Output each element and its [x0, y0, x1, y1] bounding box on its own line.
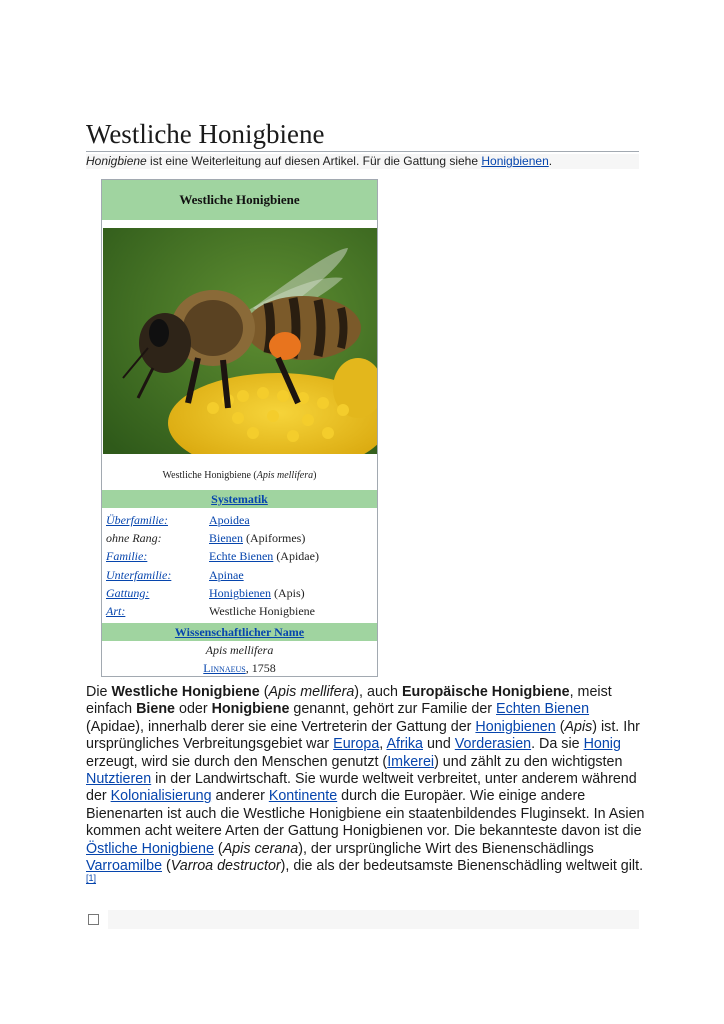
link-vorderasien[interactable]: Vorderasien [454, 736, 532, 753]
text: oder [175, 701, 212, 718]
taxo-row [106, 529, 376, 547]
caption-italic: Apis mellifera [256, 470, 314, 481]
text: ), auch [354, 684, 402, 700]
text: ), der ursprüngliche Wirt des Bienenschädlings [298, 840, 594, 857]
taxo-value-link[interactable]: Apinae [209, 568, 244, 582]
checkbox[interactable] [88, 914, 99, 925]
text: ( [213, 840, 223, 857]
link-nutztieren[interactable]: Nutztieren [86, 771, 152, 788]
text: (Apidae), innerhalb derer sie eine Vertreterin der Gattung der [86, 718, 476, 735]
text: durch die Europäer. Wie einige andere Bienenarten ist auch die Westliche Honigbiene ein staatenbildendes Fluginsekt. In Asien kommen acht weitere Arten der Gattung Honigbienen vor. Die bekannteste davon ist die [86, 788, 645, 840]
page-title: Westliche Honigbiene [86, 119, 325, 149]
article-intro [86, 684, 646, 893]
taxo-row [106, 602, 376, 620]
scientific-name: Apis mellifera [205, 643, 274, 657]
link-honig[interactable]: Honig [583, 736, 621, 753]
systematik-header [102, 490, 377, 508]
text: Die [86, 684, 112, 700]
text: in der Landwirtschaft. Sie wurde weltweit verbreitet, unter anderem während der [86, 771, 637, 805]
link-echte-bienen[interactable]: Echten Bienen [496, 701, 590, 718]
taxobox-header: Westliche Honigbiene [102, 180, 377, 220]
text: erzeugt, wird sie durch den Menschen genutzt ( [86, 753, 388, 770]
taxo-rank-link[interactable]: Familie: [106, 549, 148, 563]
taxo-extra: (Apiformes) [243, 531, 306, 545]
text: . Da sie [531, 736, 584, 753]
photo-caption [102, 470, 377, 481]
title-divider [86, 151, 639, 152]
text: ( [162, 858, 171, 875]
taxo-row [106, 566, 376, 584]
author-line [102, 661, 377, 676]
text: , [379, 736, 387, 753]
taxo-value: Westliche Honigbiene [209, 604, 316, 618]
taxo-rank-link[interactable]: Überfamilie: [106, 513, 168, 527]
caption-end: ) [313, 470, 317, 481]
taxo-value-link[interactable]: Echte Bienen [209, 549, 274, 563]
bee-photo-illustration [103, 228, 377, 454]
bold-term: Biene [136, 701, 176, 718]
link-varroamilbe[interactable]: Varroamilbe [86, 858, 163, 875]
link-afrika[interactable]: Afrika [386, 736, 423, 753]
text: , meist einfach [86, 684, 612, 718]
text: ( [259, 684, 269, 700]
text: ) ist. Ihr ursprüngliches Verbreitungsgebiet war [86, 718, 640, 753]
text: anderer [211, 788, 269, 805]
taxo-value-link[interactable]: Apoidea [209, 513, 250, 527]
taxo-value-link[interactable]: Bienen [209, 531, 243, 545]
italic-term: Varroa destructor [170, 858, 281, 875]
intro-paragraph [86, 684, 646, 893]
text: ) und zählt zu den wichtigsten [434, 753, 623, 770]
hatnote-end: . [548, 154, 553, 168]
taxobox [101, 179, 378, 677]
link-oestliche-honigbiene[interactable]: Östliche Honigbiene [86, 840, 214, 857]
bold-term: Honigbiene [211, 701, 290, 718]
scientific-name-header [102, 623, 377, 641]
bold-term: Westliche Honigbiene [111, 684, 260, 700]
taxo-row [106, 584, 376, 602]
link-europa[interactable]: Europa [333, 736, 380, 753]
taxo-value-link[interactable]: Honigbienen [209, 586, 271, 600]
reference-1[interactable]: [1] [86, 873, 97, 884]
italic-term: Apis mellifera [268, 684, 355, 700]
systematik-link[interactable]: Systematik [211, 492, 268, 506]
text: und [422, 736, 455, 753]
link-kolonialisierung[interactable]: Kolonialisierung [110, 788, 212, 805]
text: ), die als der bedeutsamste Bienenschädling weltweit gilt. [280, 858, 644, 875]
collapsed-section-bar[interactable] [108, 910, 639, 929]
scientific-name-link[interactable]: Wissenschaftlicher Name [174, 625, 305, 639]
text: ( [555, 718, 565, 735]
link-honigbienen[interactable]: Honigbienen [475, 718, 556, 735]
taxo-extra: (Apidae) [273, 549, 319, 563]
hatnote-italic: Honigbiene [86, 154, 147, 168]
hatnote-text: ist eine Weiterleitung auf diesen Artikel. Für die Gattung siehe [146, 154, 482, 168]
taxo-rank-link[interactable]: Art: [106, 604, 126, 618]
taxo-extra: (Apis) [271, 586, 305, 600]
author-link[interactable]: Linnaeus [203, 661, 246, 675]
hatnote-link-honigbienen[interactable]: Honigbienen [481, 154, 549, 168]
hatnote [86, 154, 639, 169]
taxo-row [106, 547, 376, 565]
taxo-rank-link[interactable]: Unterfamilie: [106, 568, 172, 582]
caption-text: Westliche Honigbiene ( [162, 470, 257, 481]
link-imkerei[interactable]: Imkerei [387, 753, 435, 770]
bold-term: Europäische Honigbiene [401, 684, 570, 700]
author-year: , 1758 [245, 661, 276, 675]
text: genannt, gehört zur Familie der [289, 701, 497, 718]
taxo-row [106, 511, 376, 529]
bee-photo[interactable] [103, 228, 377, 454]
italic-term: Apis cerana [222, 840, 299, 857]
taxo-rank-link[interactable]: Gattung: [106, 586, 150, 600]
link-kontinente[interactable]: Kontinente [268, 788, 338, 805]
taxo-rank: ohne Rang: [106, 531, 162, 545]
italic-term: Apis [564, 718, 593, 735]
